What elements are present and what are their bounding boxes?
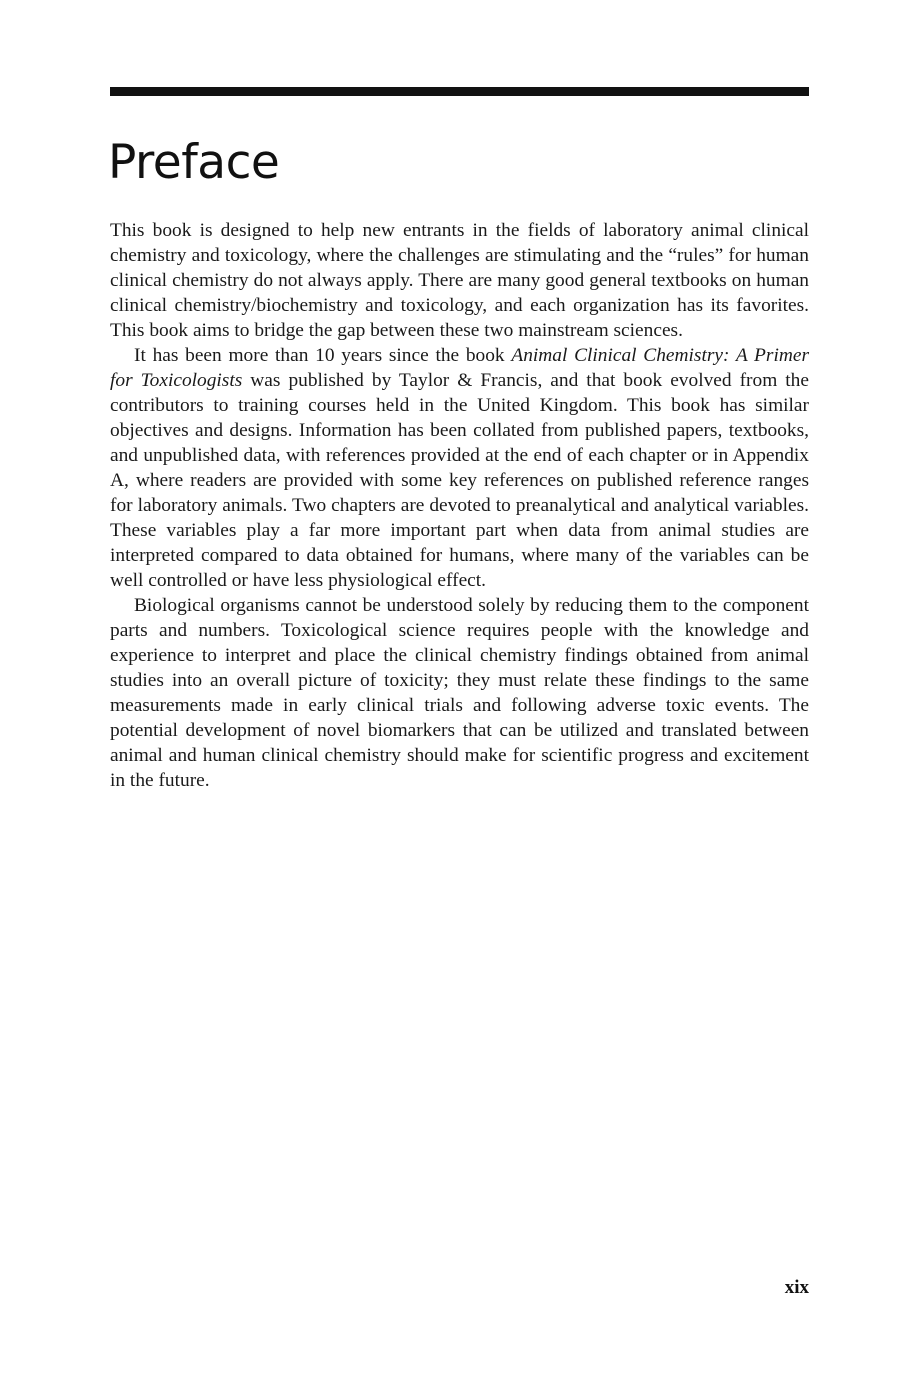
paragraph-1 — [110, 218, 809, 343]
preface-body — [110, 218, 809, 793]
header-rule — [110, 87, 809, 96]
paragraph-2-text-b: was published by Taylor & Francis, and that book evolved from the contributors to training courses held in the United Kingdom. This book has similar objectives and designs. Information has been collated from published papers, textbooks, and unpublished data, with references provided at the end of each chapter or in Appendix A, where readers are provided with some key references on published reference ranges for laboratory animals. Two chapters are devoted to preanalytical and analytical variables. These variables play a far more important part when data from animal studies are interpreted compared to data obtained for humans, where many of the variables can be well controlled or have less physiological effect. — [110, 370, 809, 591]
page-number: xix — [784, 1277, 809, 1298]
paragraph-2 — [110, 343, 809, 593]
book-title: Animal Clinical Chemistry: A Primer for Toxicologists — [110, 345, 809, 391]
paragraph-1-text: This book is designed to help new entrants in the fields of laboratory animal clinical chemistry and toxicology, where the challenges are stimulating and the “rules” for human clinical chemistry do not always apply. There are many good general textbooks on human clinical chemistry/biochemistry and toxicology, and each organization has its favorites. This book aims to bridge the gap between these two mainstream sciences. — [110, 220, 809, 341]
paragraph-3 — [110, 593, 809, 793]
paragraph-2-text-a: It has been more than 10 years since the book — [134, 345, 512, 366]
paragraph-3-text: Biological organisms cannot be understood solely by reducing them to the component parts and numbers. Toxicological science requires people with the knowledge and experience to interpret and place the clinical chemistry findings obtained from animal studies into an overall picture of toxicity; they must relate these findings to the same measurements made in early clinical trials and following adverse toxic events. The potential development of novel biomarkers that can be utilized and translated between animal and human clinical chemistry should make for scientific progress and excitement in the future. — [110, 595, 809, 791]
page-title: Preface — [108, 135, 280, 190]
